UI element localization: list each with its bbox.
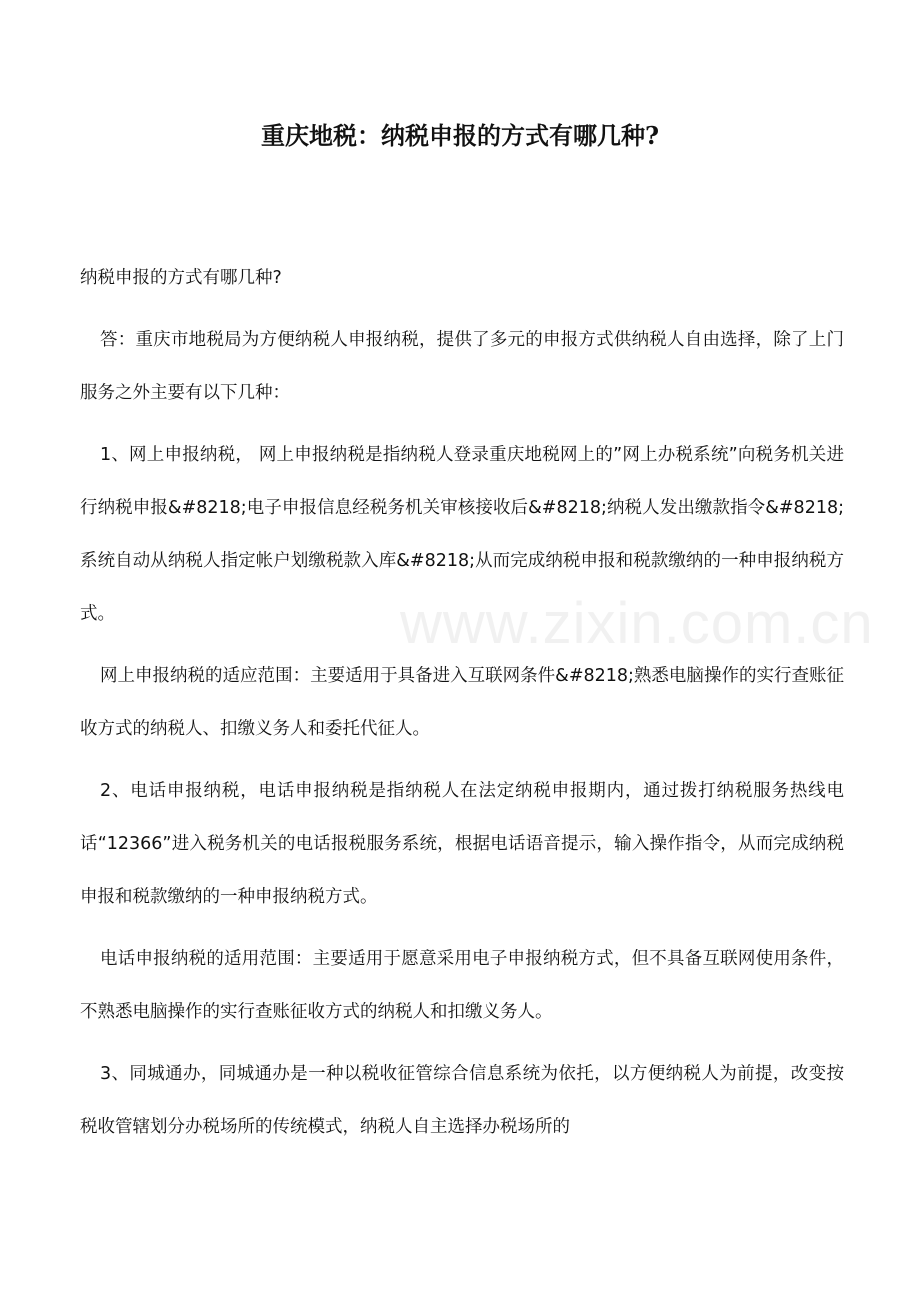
document-title: 重庆地税：纳税申报的方式有哪几种? <box>260 121 660 150</box>
paragraph-phone-filing: 2、电话申报纳税，电话申报纳税是指纳税人在法定纳税申报期内，通过拨打纳税服务热线电话“12366”进入税务机关的电话报税服务系统，根据电话语音提示，输入操作指令，从而完成纳税申报和税款缴纳的一种申报纳税方式。 <box>80 781 844 907</box>
watermark-text: www.zixin.com.cn <box>400 591 874 656</box>
paragraph-online-scope: 网上申报纳税的适应范围：主要适用于具备进入互联网条件&#8218;熟悉电脑操作的实行查账征收方式的纳税人、扣缴义务人和委托代征人。 <box>80 666 844 739</box>
document-body <box>80 252 844 1163</box>
paragraph-answer-intro: 答：重庆市地税局为方便纳税人申报纳税，提供了多元的申报方式供纳税人自由选择，除了上门服务之外主要有以下几种： <box>80 330 844 403</box>
paragraph-phone-scope: 电话申报纳税的适用范围：主要适用于愿意采用电子申报纳税方式，但不具备互联网使用条件，不熟悉电脑操作的实行查账征收方式的纳税人和扣缴义务人。 <box>80 949 844 1022</box>
paragraph-online-filing: 1、网上申报纳税， 网上申报纳税是指纳税人登录重庆地税网上的”网上办税系统”向税务机关进行纳税申报&#8218;电子申报信息经税务机关审核接收后&#8218;纳税人发出缴款指令&#8218;系统自动从纳税人指定帐户划缴税款入库&#8218;从而完成纳税申报和税款缴纳的一种申报纳税方式。 <box>80 445 844 624</box>
paragraph-same-city: 3、同城通办，同城通办是一种以税收征管综合信息系统为依托，以方便纳税人为前提，改变按税收管辖划分办税场所的传统模式，纳税人自主选择办税场所的 <box>80 1064 844 1137</box>
paragraph-question: 纳税申报的方式有哪几种? <box>80 268 282 288</box>
